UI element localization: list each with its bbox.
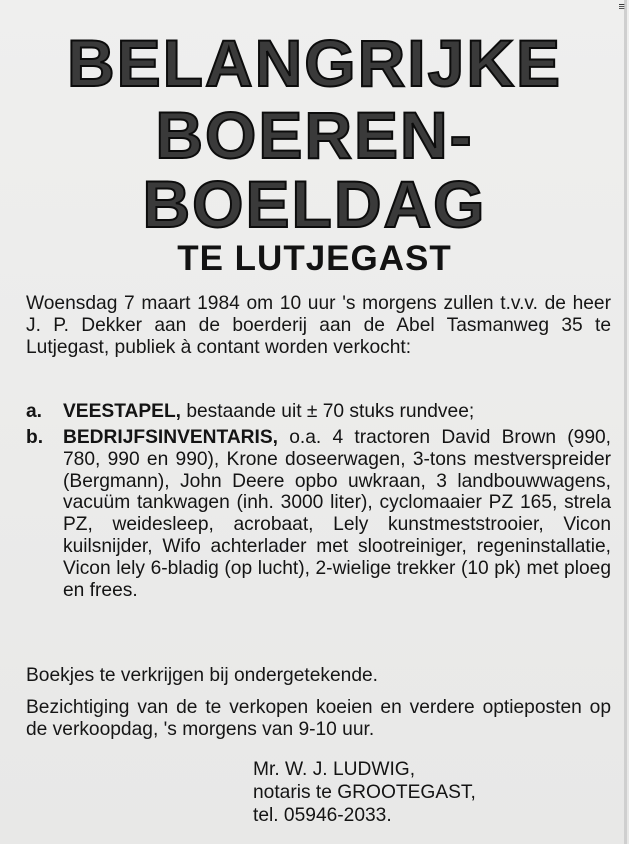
list-marker: a. [26, 401, 43, 422]
notary-phone: tel. 05946-2033. [253, 805, 392, 826]
list-item-heading: VEESTAPEL, [63, 401, 181, 422]
list-item-description: o.a. 4 tractoren David Brown (990, 780, 990 en 990), Krone doseerwagen, 3-tons mestverspreider (Bergmann), John Deere opbo uwkraan, 3 landbouwwagens, vacuüm tankwagen (inh. 3000 liter), cyclomaaier PZ 165, strela PZ, weidesleep, acrobaat, Lely kunstmeststrooier, Vicon kuilsnijder, Wifo achterlader met slootreiniger, regeninstallatie, Vicon lely 6-bladig (op lucht), 2-wielige trekker (10 pk) met ploeg en frees. [63, 427, 611, 601]
headline-line-1: BELANGRIJKE [66, 26, 563, 100]
booklets-note: Boekjes te verkrijgen bij ondergetekende. [26, 665, 378, 686]
list-marker: b. [26, 427, 44, 448]
intro-paragraph: Woensdag 7 maart 1984 om 10 uur 's morgens zullen t.v.v. de heer J. P. Dekker aan de boerderij aan de Abel Tasmanweg 35 te Lutjegast, publiek à contant worden verkocht: [26, 293, 611, 358]
headline-line-3: BOELDAG [142, 167, 487, 241]
signature-block [253, 758, 593, 827]
list-item-inventory [26, 427, 611, 601]
headline-line-2: BOEREN- [155, 98, 474, 172]
subheadline: TE LUTJEGAST [177, 239, 452, 278]
notary-name: Mr. W. J. LUDWIG, [253, 759, 416, 780]
list-item-heading: BEDRIJFSINVENTARIS, [63, 427, 278, 448]
list-item-description: bestaande uit ± 70 stuks rundvee; [181, 401, 475, 422]
notary-role: notaris te GROOTEGAST, [253, 782, 476, 803]
list-item-livestock [26, 401, 611, 423]
list-item-text [63, 427, 611, 601]
edge-mark: ≡ [618, 2, 625, 14]
viewing-note: Bezichtiging van de te verkopen koeien en verdere optieposten op de verkoopdag, 's morgens van 9-10 uur. [26, 697, 611, 740]
list-item-text [63, 401, 611, 423]
